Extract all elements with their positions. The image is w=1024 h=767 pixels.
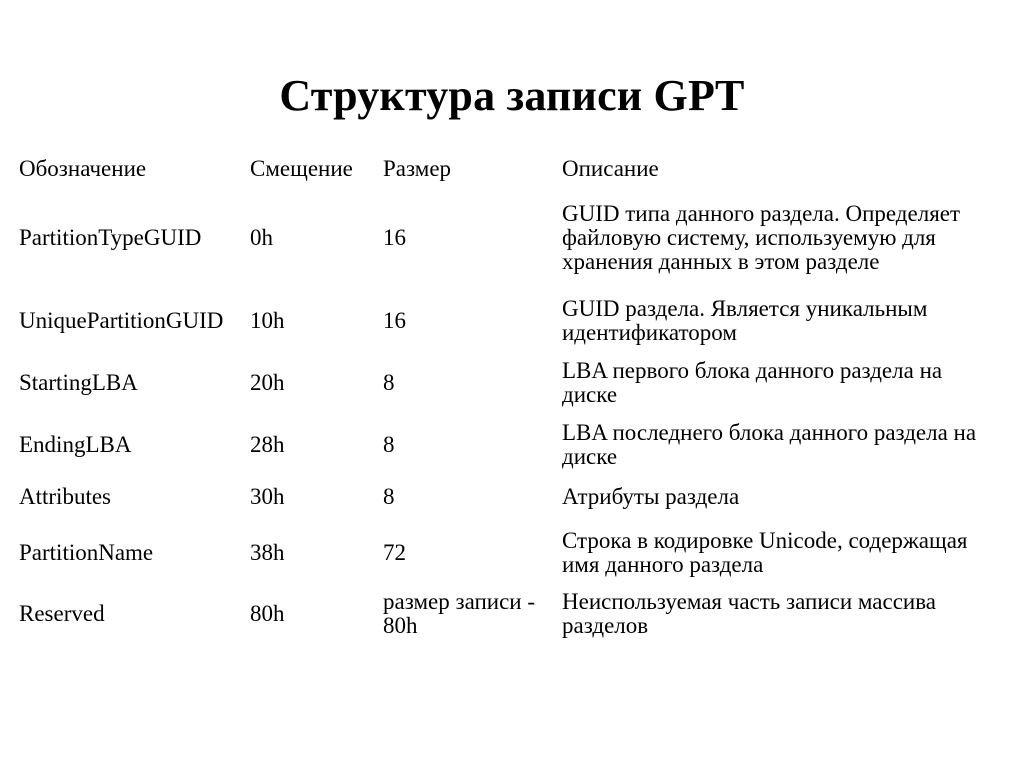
cell-description: Атрибуты раздела bbox=[562, 484, 740, 509]
gpt-entry-table bbox=[19, 150, 979, 640]
cell-name: Reserved bbox=[19, 601, 105, 626]
cell-offset: 0h bbox=[250, 225, 273, 250]
cell-size: 16 bbox=[383, 308, 406, 333]
table-row bbox=[19, 352, 979, 414]
header-name: Обозначение bbox=[19, 156, 147, 181]
table-row bbox=[19, 290, 979, 352]
header-offset: Смещение bbox=[250, 156, 353, 181]
cell-description: Строка в кодировке Unicode, содержащая имя данного раздела bbox=[562, 528, 968, 577]
cell-size: 8 bbox=[383, 484, 395, 509]
cell-offset: 30h bbox=[250, 484, 285, 509]
cell-offset: 38h bbox=[250, 540, 285, 565]
cell-description: GUID типа данного раздела. Определяет файловую систему, используемую для хранения данных в этом разделе bbox=[562, 201, 961, 274]
table-row bbox=[19, 414, 979, 476]
cell-offset: 80h bbox=[250, 601, 285, 626]
header-description: Описание bbox=[562, 156, 659, 181]
cell-name: PartitionTypeGUID bbox=[19, 225, 202, 250]
cell-name: PartitionName bbox=[19, 540, 154, 565]
cell-name: UniquePartitionGUID bbox=[19, 308, 224, 333]
table-row bbox=[19, 588, 979, 640]
cell-description: LBA первого блока данного раздела на диске bbox=[562, 358, 943, 407]
cell-size: 16 bbox=[383, 225, 406, 250]
cell-offset: 28h bbox=[250, 432, 285, 457]
cell-name: StartingLBA bbox=[19, 370, 138, 395]
cell-offset: 10h bbox=[250, 308, 285, 333]
cell-size: 72 bbox=[383, 540, 406, 565]
table-header-row bbox=[19, 150, 979, 186]
cell-description: Неиспользуемая часть записи массива разделов bbox=[562, 589, 936, 638]
cell-size: 8 bbox=[383, 432, 395, 457]
cell-name: EndingLBA bbox=[19, 432, 132, 457]
cell-offset: 20h bbox=[250, 370, 285, 395]
cell-description: LBA последнего блока данного раздела на диске bbox=[562, 420, 977, 469]
slide-title: Структура записи GPT bbox=[279, 71, 745, 120]
cell-size: размер записи - 80h bbox=[383, 589, 536, 638]
cell-description: GUID раздела. Является уникальным идентификатором bbox=[562, 296, 928, 345]
table-row bbox=[19, 518, 979, 588]
cell-size: 8 bbox=[383, 370, 395, 395]
table-row bbox=[19, 476, 979, 518]
table-row bbox=[19, 186, 979, 290]
header-size: Размер bbox=[383, 156, 452, 181]
cell-name: Attributes bbox=[19, 484, 111, 509]
